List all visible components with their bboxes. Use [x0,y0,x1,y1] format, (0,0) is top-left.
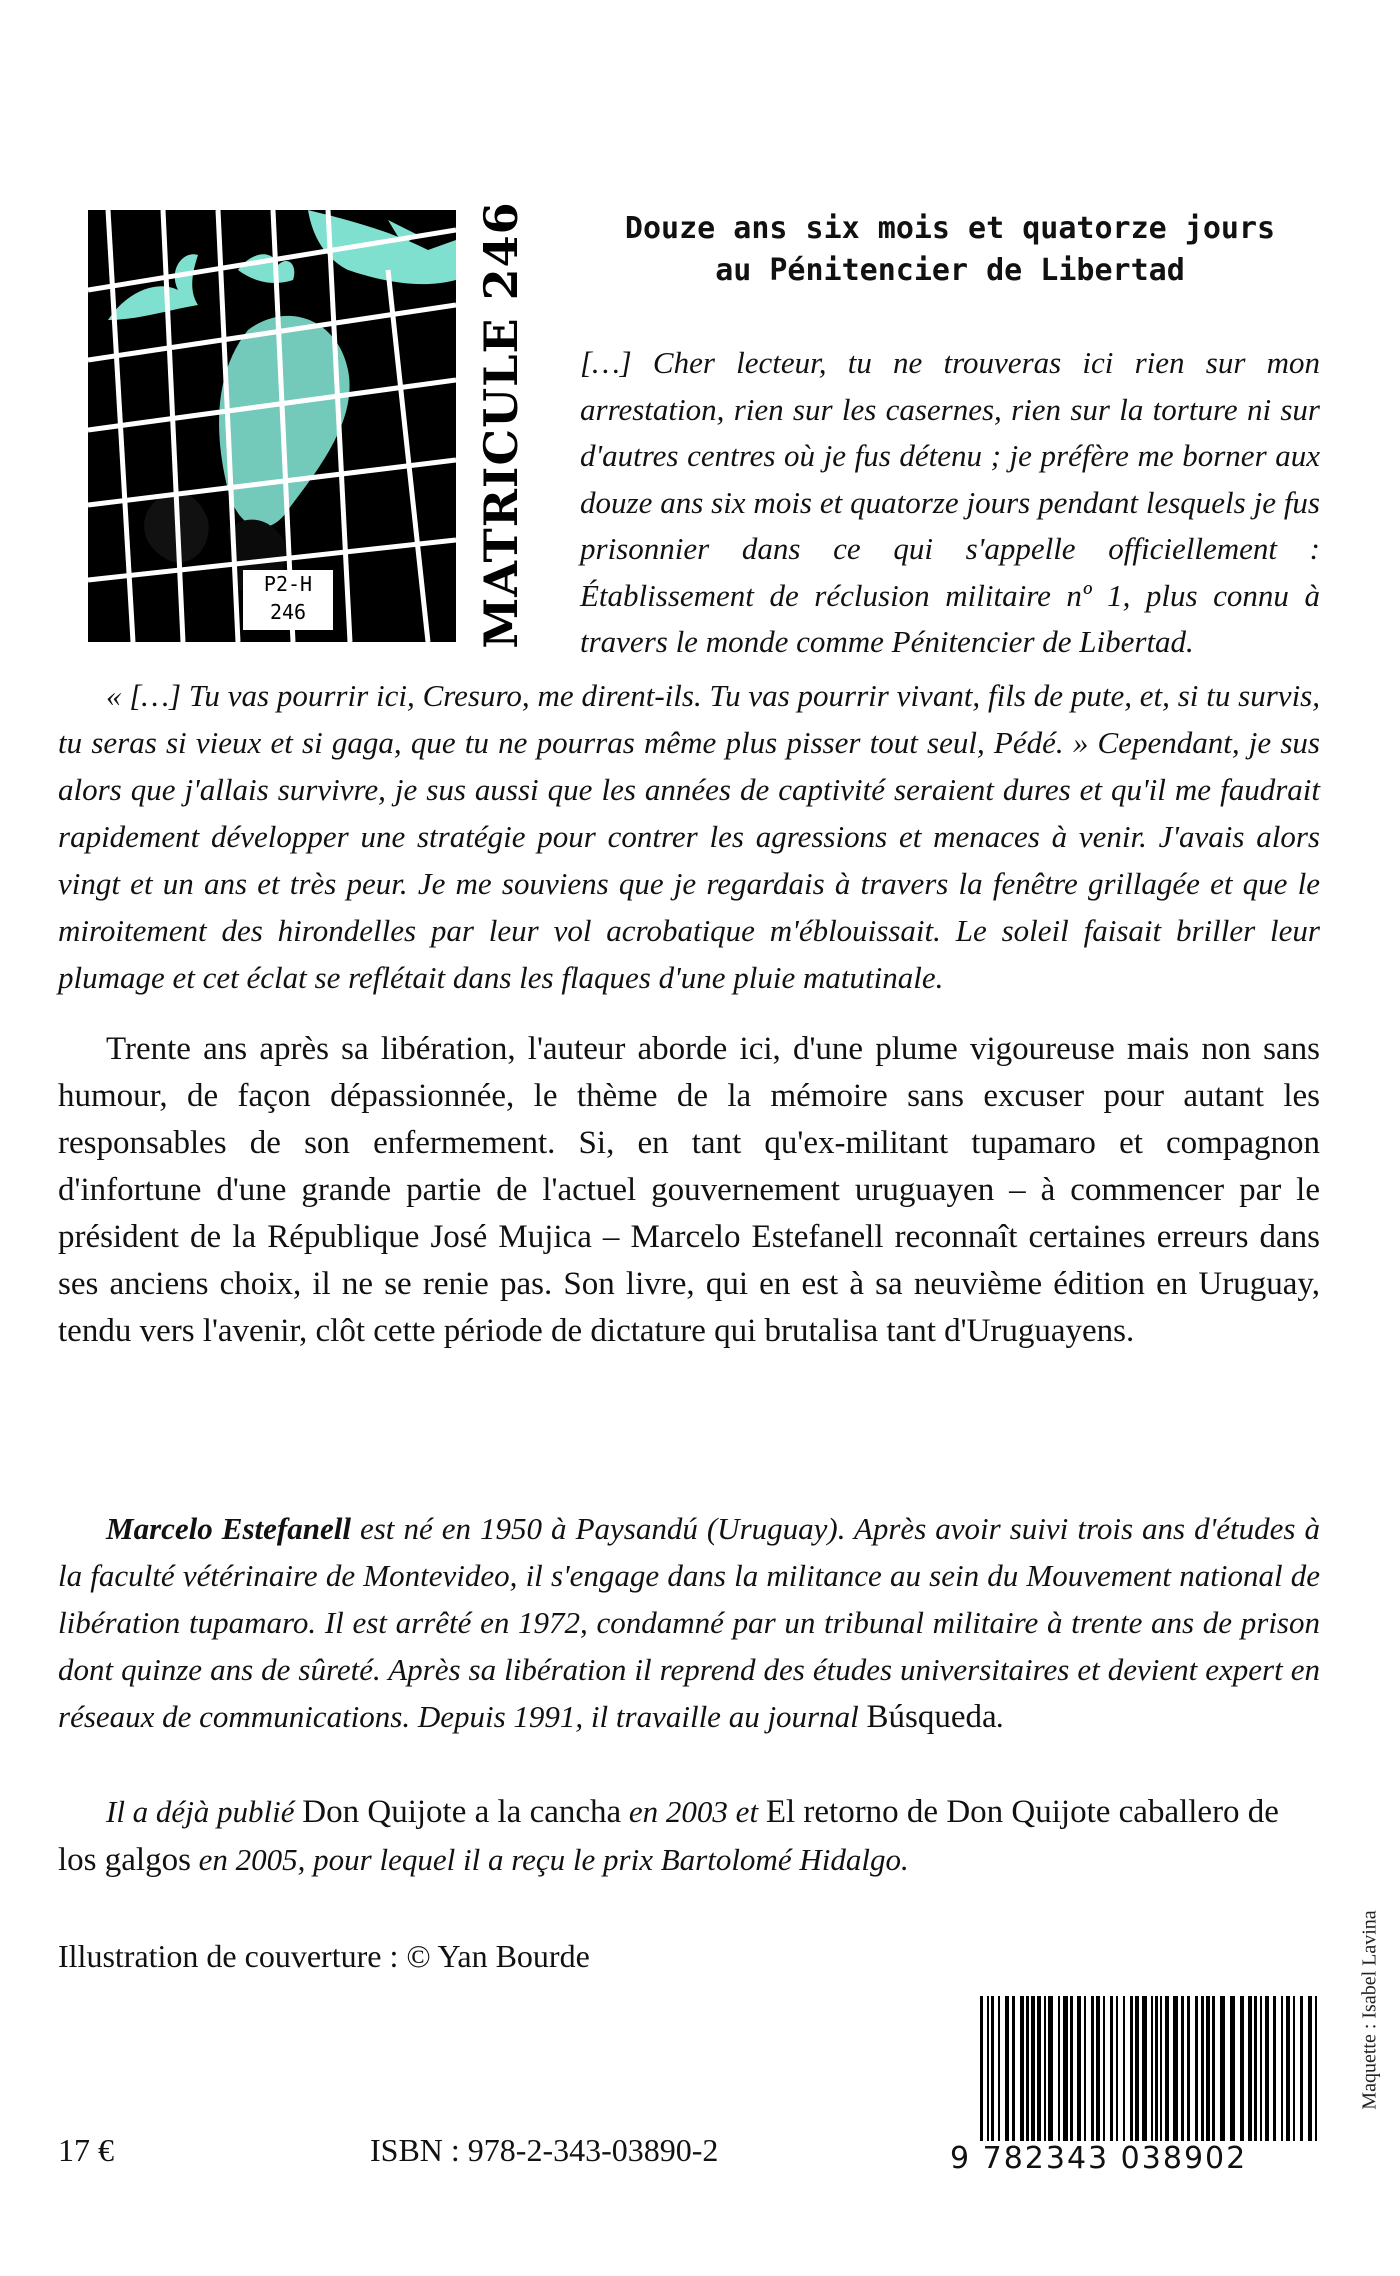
price: 17 € [58,2132,114,2168]
barcode-bar [1123,1996,1125,2144]
publications-paragraph [58,1788,1320,1884]
vertical-title-text: MATRICULE 246 [474,201,528,649]
author-bio [58,1505,1320,1741]
barcode-bar [1240,1996,1244,2144]
barcode-bar [1151,1996,1153,2144]
barcode-bar [1181,1996,1184,2144]
pubs-part1: Il a déjà publié [106,1794,303,1829]
headline-line1: Douze ans six mois et quatorze jours [624,211,1276,246]
design-credit [1345,1880,1395,2140]
barcode-bar [1012,1996,1015,2144]
barcode-bar [1173,1996,1178,2144]
barcode-bar [1206,1996,1210,2144]
barcode-bar [1254,1996,1257,2144]
barcode-bar [1248,1996,1252,2144]
book-title-2: El retorno de Don Quijote caballero de los galgos [58,1794,1279,1878]
barcode-bar [1155,1996,1158,2144]
barcode [950,1996,1334,2176]
barcode-bar [1048,1996,1053,2144]
barcode-bar [1135,1996,1139,2144]
intro-paragraph: […] Cher lecteur, tu ne trouveras ici rien sur mon arrestation, rien sur les casernes, rien sur la torture ni sur d'autres centres où je fus détenu ; je préfère me borner aux douze ans six mois et quatorze jours pendant lesquels je fus prisonnier dans ce qui s'appelle officiellement : Établissement de réclusion militaire nº 1, plus connu à travers le monde comme Pénitencier de Libertad. [580,345,1320,659]
barcode-bar [1265,1996,1269,2144]
barcode-bar [1116,1996,1118,2144]
barcode-bar [1091,1996,1094,2144]
barcode-bar [1160,1996,1162,2144]
barcode-bar [1220,1996,1225,2144]
barcode-bar [1281,1996,1283,2144]
barcode-bar [1308,1996,1312,2144]
headline-line2: au Pénitencier de Libertad [715,253,1185,288]
barcode-bar [1096,1996,1100,2144]
barcode-bar [1293,1996,1295,2144]
author-name: Marcelo Estefanell [106,1511,351,1546]
prisoner-tag [243,570,333,630]
bio-text: est né en 1950 à Paysandú (Uruguay). Après avoir suivi trois ans d'études à la faculté vétérinaire de Montevideo, il s'engage dans la militance au sein du Mouvement national de libération tupamaro. Il est arrêté en 1972, condamné par un tribunal militaire à trente ans de prison dont quinze ans de sûreté. Après sa libération il reprend des études universitaires et devient expert en réseaux de communications. Depuis 1991, il travaille au journal [58,1511,1320,1734]
cover-illustration [88,210,456,642]
barcode-bar [1005,1996,1009,2144]
pubs-part2: en 2003 et [621,1794,766,1829]
barcode-bar [1201,1996,1204,2144]
barcode-bar [1195,1996,1198,2144]
design-credit-text: Maquette : Isabel Lavina [1358,1910,1381,2110]
barcode-bar [1142,1996,1147,2144]
barcode-bar [1044,1996,1046,2144]
barcode-bar [1103,1996,1105,2144]
barcode-bar [1031,1996,1035,2144]
barcode-bar [998,1996,1000,2144]
prisoner-tag-line1: P2-H [263,572,313,596]
barcode-bar [1315,1996,1317,2144]
barcode-bar [1063,1996,1068,2144]
bio-end: . [996,1699,1005,1734]
barcode-bar [1037,1996,1041,2144]
barcode-bar [980,1996,983,2144]
barcode-bar [1212,1996,1215,2144]
barcode-bar [1187,1996,1190,2144]
vertical-book-title [456,200,546,650]
barcode-bar [1058,1996,1060,2144]
illustration-credit: Illustration de couverture : © Yan Bourde [58,1938,590,1974]
barcode-bar [987,1996,989,2144]
barcode-bar [1286,1996,1290,2144]
barcode-bar [1165,1996,1169,2144]
barcode-bar [1020,1996,1024,2144]
barcode-bar [1260,1996,1262,2144]
barcode-bar [1026,1996,1029,2144]
book-title-1: Don Quijote a la cancha [302,1794,622,1830]
barcode-bar [991,1996,994,2144]
isbn: ISBN : 978-2-343-03890-2 [370,2132,719,2168]
barcode-bar [1230,1996,1235,2144]
pubs-part3: en 2005, pour lequel il a reçu le prix Bartolomé Hidalgo. [190,1842,909,1877]
barcode-bar [1077,1996,1081,2144]
barcode-digits: 9 782343 038902 [950,2141,1334,2176]
barcode-bar [1110,1996,1113,2144]
barcode-bar [1273,1996,1276,2144]
barcode-bar [1300,1996,1303,2144]
quote-paragraph: « […] Tu vas pourrir ici, Cresuro, me dirent-ils. Tu vas pourrir vivant, fils de pute, et, si tu survis, tu seras si vieux et si gaga, que tu ne pourras même plus pisser tout seul, Pédé. » Cependant, je sus alors que j'allais survivre, je sus aussi que les années de captivité seraient dures et qu'il me faudrait rapidement développer une stratégie pour contrer les agressions et menaces à venir. J'avais alors vingt et un ans et très peur. Je me souviens que je regardais à travers la fenêtre grillagée et que le miroitement des hirondelles par leur vol acrobatique m'éblouissait. Le soleil faisait briller leur plumage et cet éclat se reflétait dans les flaques d'une pluie matutinale. [58,678,1320,995]
barcode-bar [1130,1996,1133,2144]
summary-paragraph: Trente ans après sa libération, l'auteur aborde ici, d'une plume vigoureuse mais non sans humour, de façon dépassionnée, le thème de la mémoire sans excuser pour autant les responsables de son enfermement. Si, en tant qu'ex-militant tupamaro et compagnon d'infortune d'une grande partie de l'actuel gouvernement uruguayen – à commencer par le président de la République José Mujica – Marcelo Estefanell reconnaît certaines erreurs dans ses anciens choix, il ne se renie pas. Son livre, qui en est à sa neuvième édition en Uruguay, tendu vers l'avenir, clôt cette période de dictature qui brutalisa tant d'Uruguayens. [58,1031,1320,1349]
headline [580,208,1320,292]
journal-name: Búsqueda [866,1699,997,1735]
barcode-bar [1084,1996,1086,2144]
prisoner-tag-line2: 246 [269,600,307,624]
barcode-bar [1070,1996,1073,2144]
